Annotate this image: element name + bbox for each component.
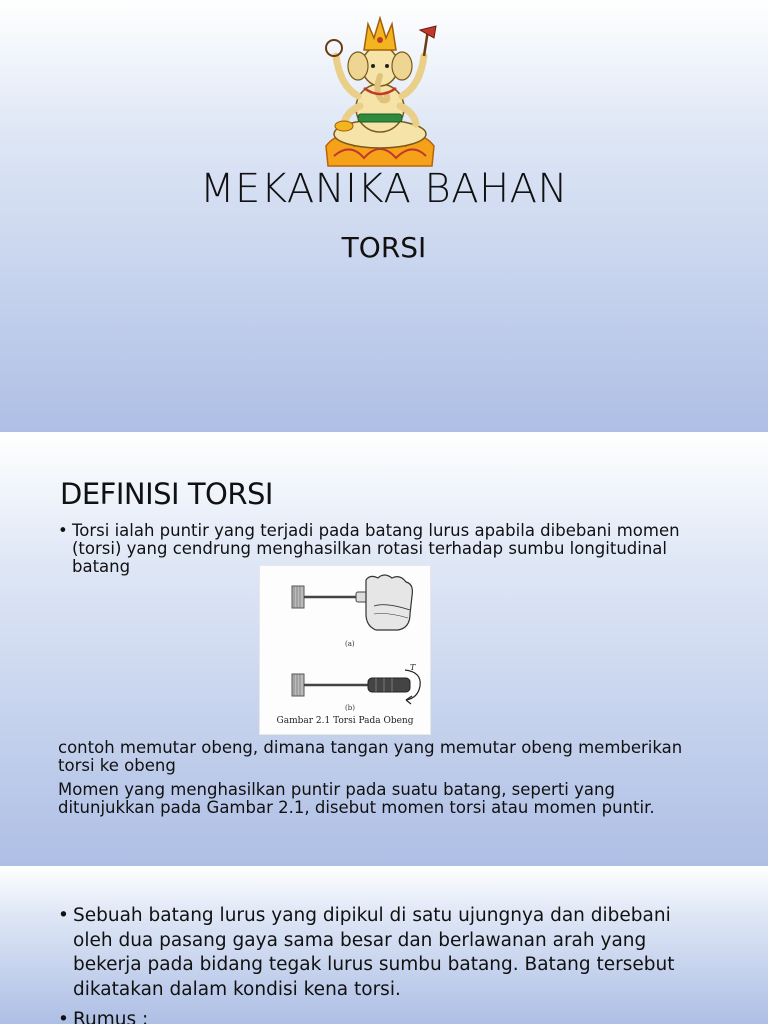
screwdriver-torsion-figure <box>259 565 431 735</box>
bullet-marker: • <box>58 905 69 926</box>
torque-label: T <box>410 663 416 672</box>
title-slide <box>0 0 768 432</box>
bullet-text: Torsi ialah puntir yang terjadi pada batang lurus apabila dibebani momen (torsi) yang cendrung menghasilkan rotasi terhadap sumbu longitudinal batang <box>72 521 680 576</box>
moment-paragraph: Momen yang menghasilkan puntir pada suatu batang, seperti yang ditunjukkan pada Gambar 2.1, disebut momen torsi atau momen puntir. <box>58 780 655 817</box>
formula-label: Rumus : <box>73 1009 149 1024</box>
definition-slide <box>0 432 768 866</box>
screwdriver-diagram <box>260 566 430 734</box>
presentation-title: MEKANIKA BAHAN <box>200 166 568 212</box>
slide-title: DEFINISI TORSI <box>60 477 273 511</box>
bullet-marker: • <box>58 1009 69 1024</box>
figure-caption: Gambar 2.1 Torsi Pada Obeng <box>276 716 414 726</box>
bullet-marker: • <box>58 521 68 540</box>
bullet-item <box>58 904 708 1002</box>
bullet-text: Sebuah batang lurus yang dipikul di satu ujungnya dan dibebani oleh dua pasang gaya sama besar dan berlawanan arah yang bekerja pada bidang tegak lurus sumbu batang. Batang tersebut dikatakan dalam kondisi kena torsi. <box>73 905 675 1000</box>
figure-label-a: (a) <box>345 640 355 648</box>
figure-label-b: (b) <box>345 704 355 712</box>
example-paragraph: contoh memutar obeng, dimana tangan yang memutar obeng memberikan torsi ke obeng <box>58 738 683 775</box>
ganesha-logo-icon <box>320 16 440 168</box>
presentation-subtitle: TORSI <box>341 231 427 264</box>
bullet-item <box>58 1008 708 1024</box>
explanation-slide <box>0 866 768 1024</box>
